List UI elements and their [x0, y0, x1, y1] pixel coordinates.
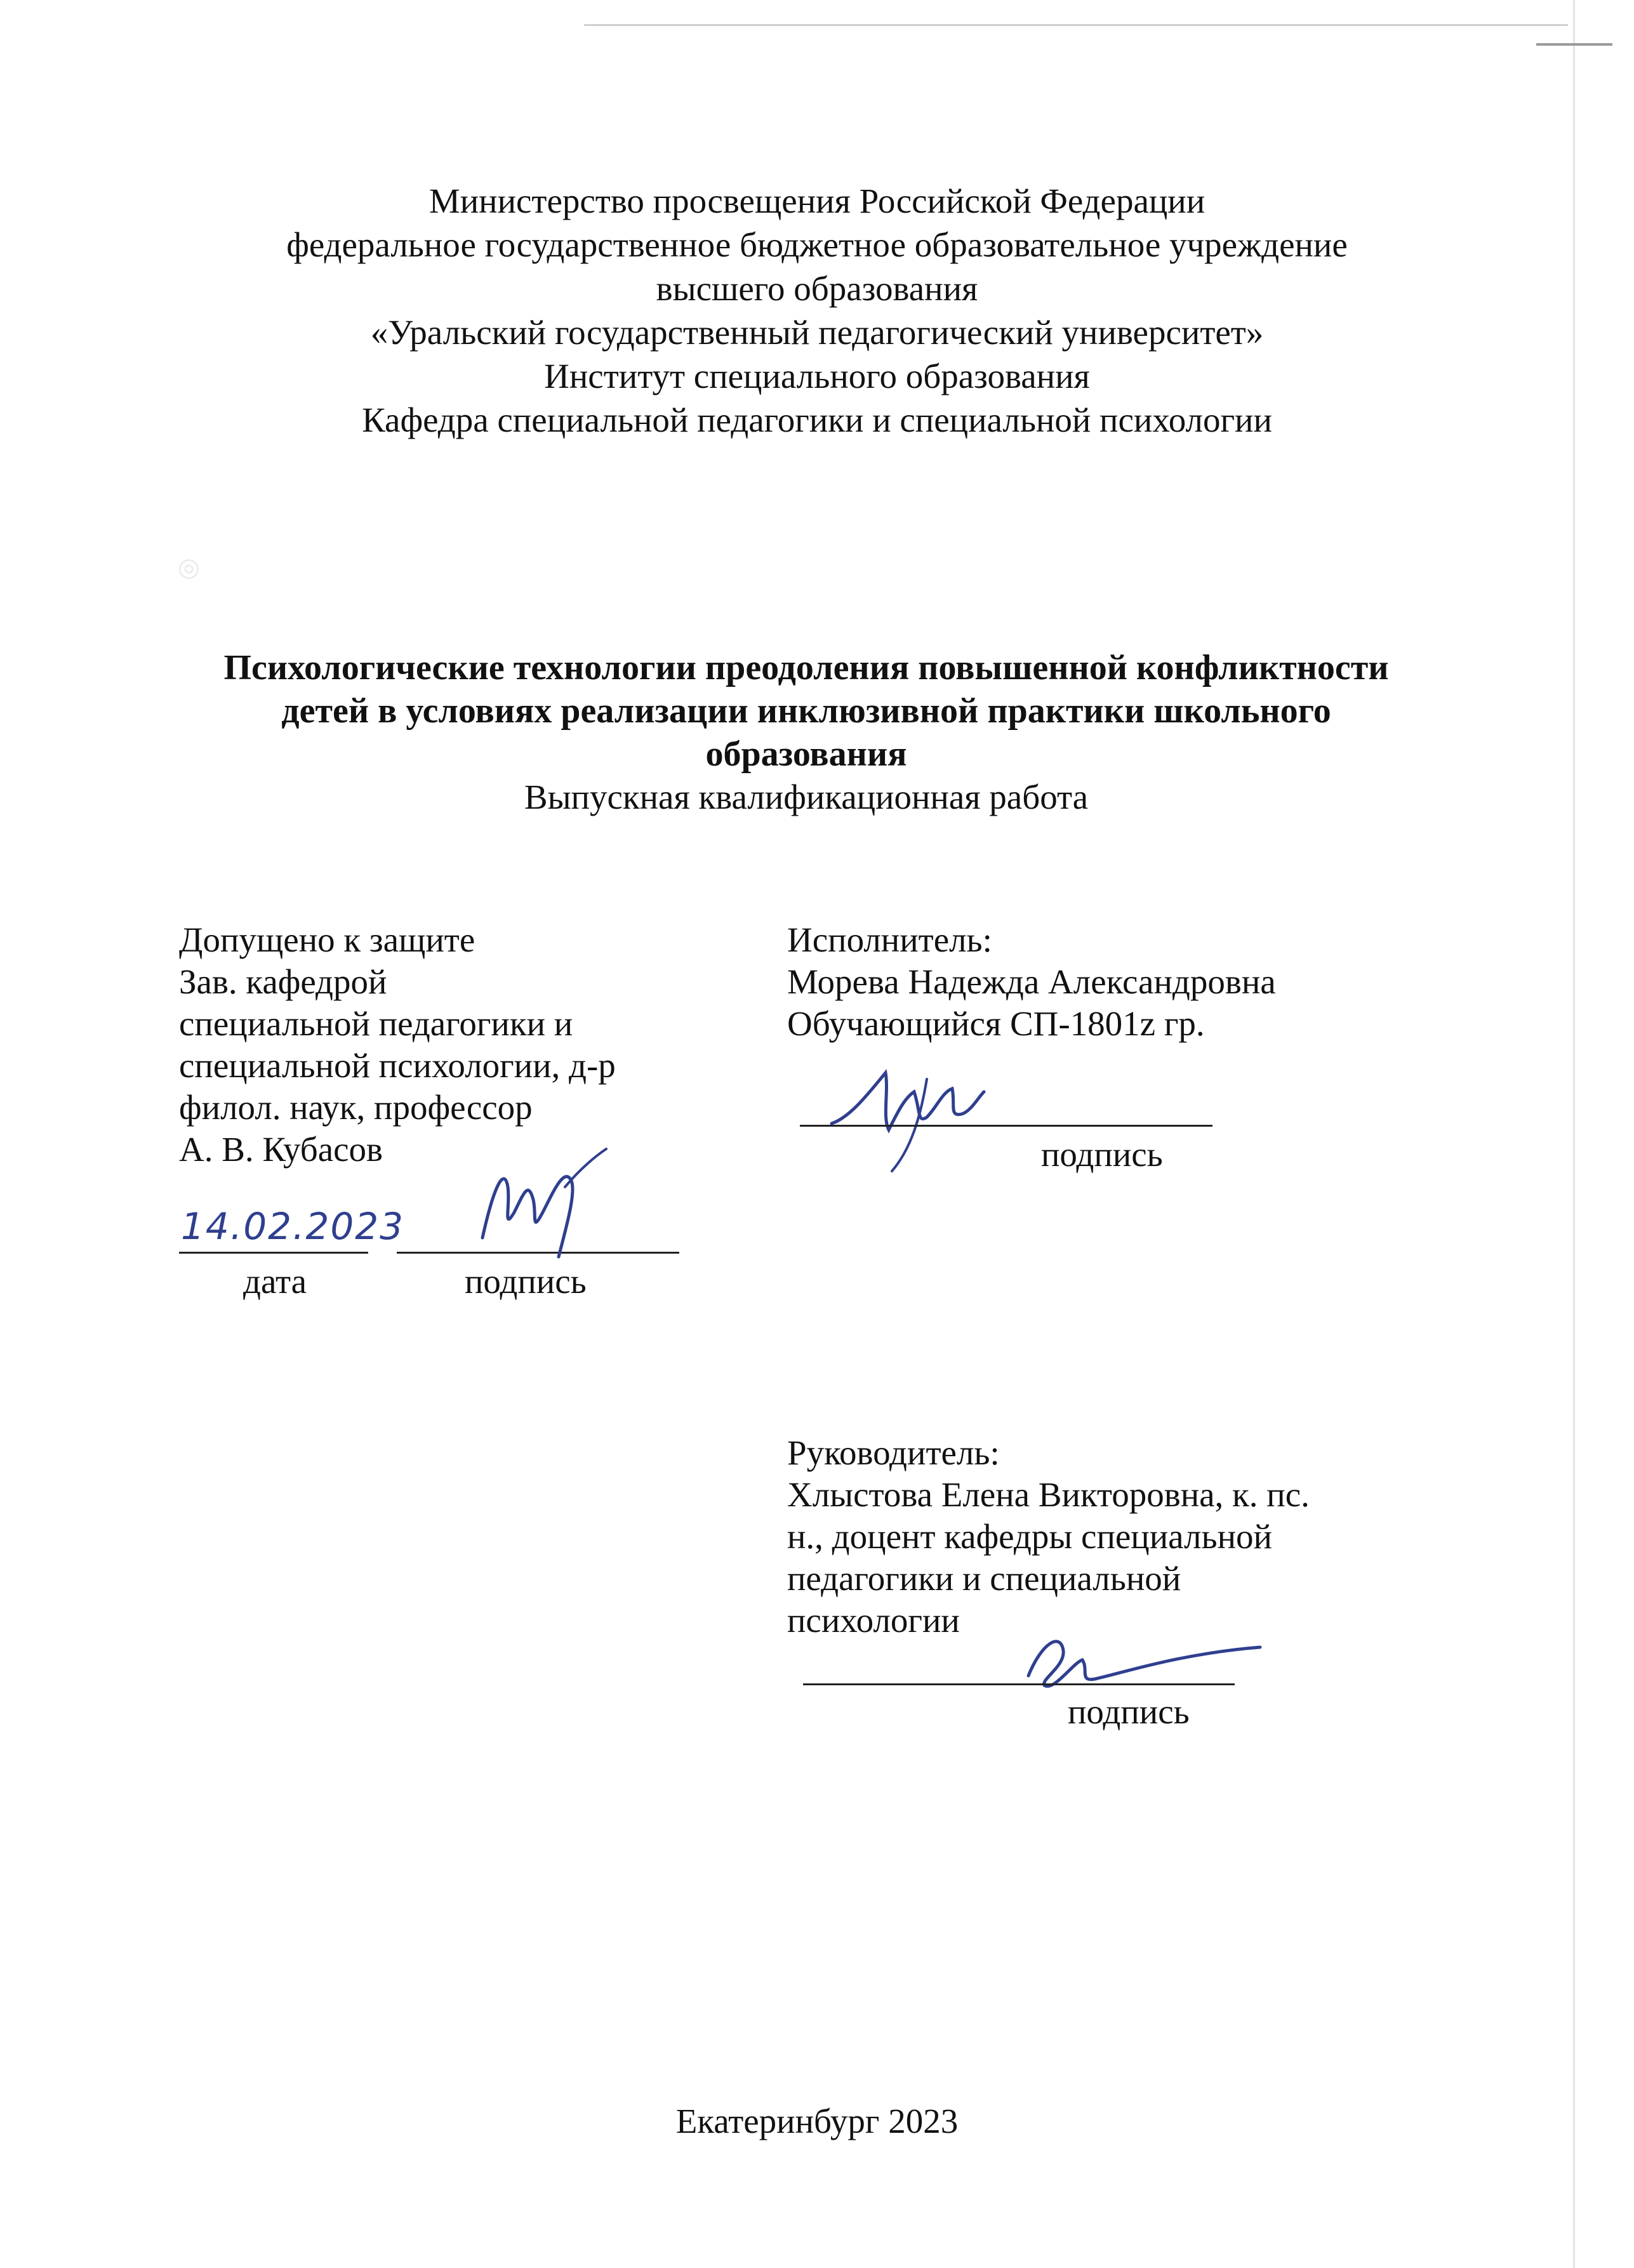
supervisor-position-line-3: психологии: [787, 1601, 960, 1640]
head-of-department-name: А. В. Кубасов: [179, 1130, 383, 1169]
supervisor-name: Хлыстова Елена Викторовна, к. пс.: [787, 1475, 1310, 1514]
thesis-title-line-3: образования: [705, 734, 907, 774]
admission-line-3: специальной педагогики и: [179, 1004, 573, 1043]
thesis-title-block: [95, 646, 1517, 819]
executor-label: Исполнитель:: [787, 920, 992, 959]
executor-signature-underline: [800, 1125, 1212, 1127]
education-level-line: высшего образования: [656, 269, 978, 308]
thesis-title-line-1: Психологические технологии преодоления повышенной конфликтности: [223, 648, 1389, 687]
university-name-line: «Уральский государственный педагогический университет»: [370, 313, 1264, 352]
executor-signature-caption: подпись: [1041, 1135, 1163, 1174]
admission-line-4: специальной психологии, д-р: [179, 1046, 616, 1085]
supervisor-label: Руководитель:: [787, 1433, 1000, 1472]
head-signature: [470, 1143, 616, 1263]
city-year: Екатеринбург 2023: [675, 2102, 959, 2140]
supervisor-signature-caption: подпись: [1068, 1692, 1190, 1731]
head-signature-caption: подпись: [465, 1262, 587, 1301]
institution-header: [0, 179, 1634, 442]
show-through-text: ◎: [178, 553, 200, 581]
supervisor-signature-underline: [803, 1683, 1235, 1685]
scan-mark-top-right: [1536, 43, 1612, 46]
admission-date: 14.02.2023: [181, 1205, 405, 1248]
thesis-title-line-2: детей в условиях реализации инклюзивной практики школьного: [281, 691, 1331, 731]
scan-edge-top: [584, 24, 1568, 26]
institution-type-line: федеральное государственное бюджетное образовательное учреждение: [286, 225, 1348, 264]
admission-line-1: Допущено к защите: [179, 920, 475, 959]
ministry-line: Министерство просвещения Российской Федерации: [428, 182, 1206, 220]
supervisor-position-line-2: педагогики и специальной: [787, 1559, 1181, 1598]
executor-name: Морева Надежда Александровна: [787, 962, 1276, 1001]
supervisor-position-line-1: н., доцент кафедры специальной: [787, 1517, 1272, 1556]
admission-line-2: Зав. кафедрой: [179, 962, 387, 1001]
date-underline: [179, 1252, 368, 1254]
work-type: Выпускная квалификационная работа: [524, 778, 1089, 816]
executor-signature: [825, 1054, 1016, 1174]
department-line: Кафедра специальной педагогики и специальной психологии: [362, 401, 1272, 439]
executor-group: Обучающийся СП-1801z гр.: [787, 1004, 1205, 1043]
admission-line-5: филол. наук, профессор: [179, 1088, 533, 1127]
institute-line: Институт специального образования: [544, 357, 1090, 395]
date-caption: дата: [243, 1262, 307, 1301]
